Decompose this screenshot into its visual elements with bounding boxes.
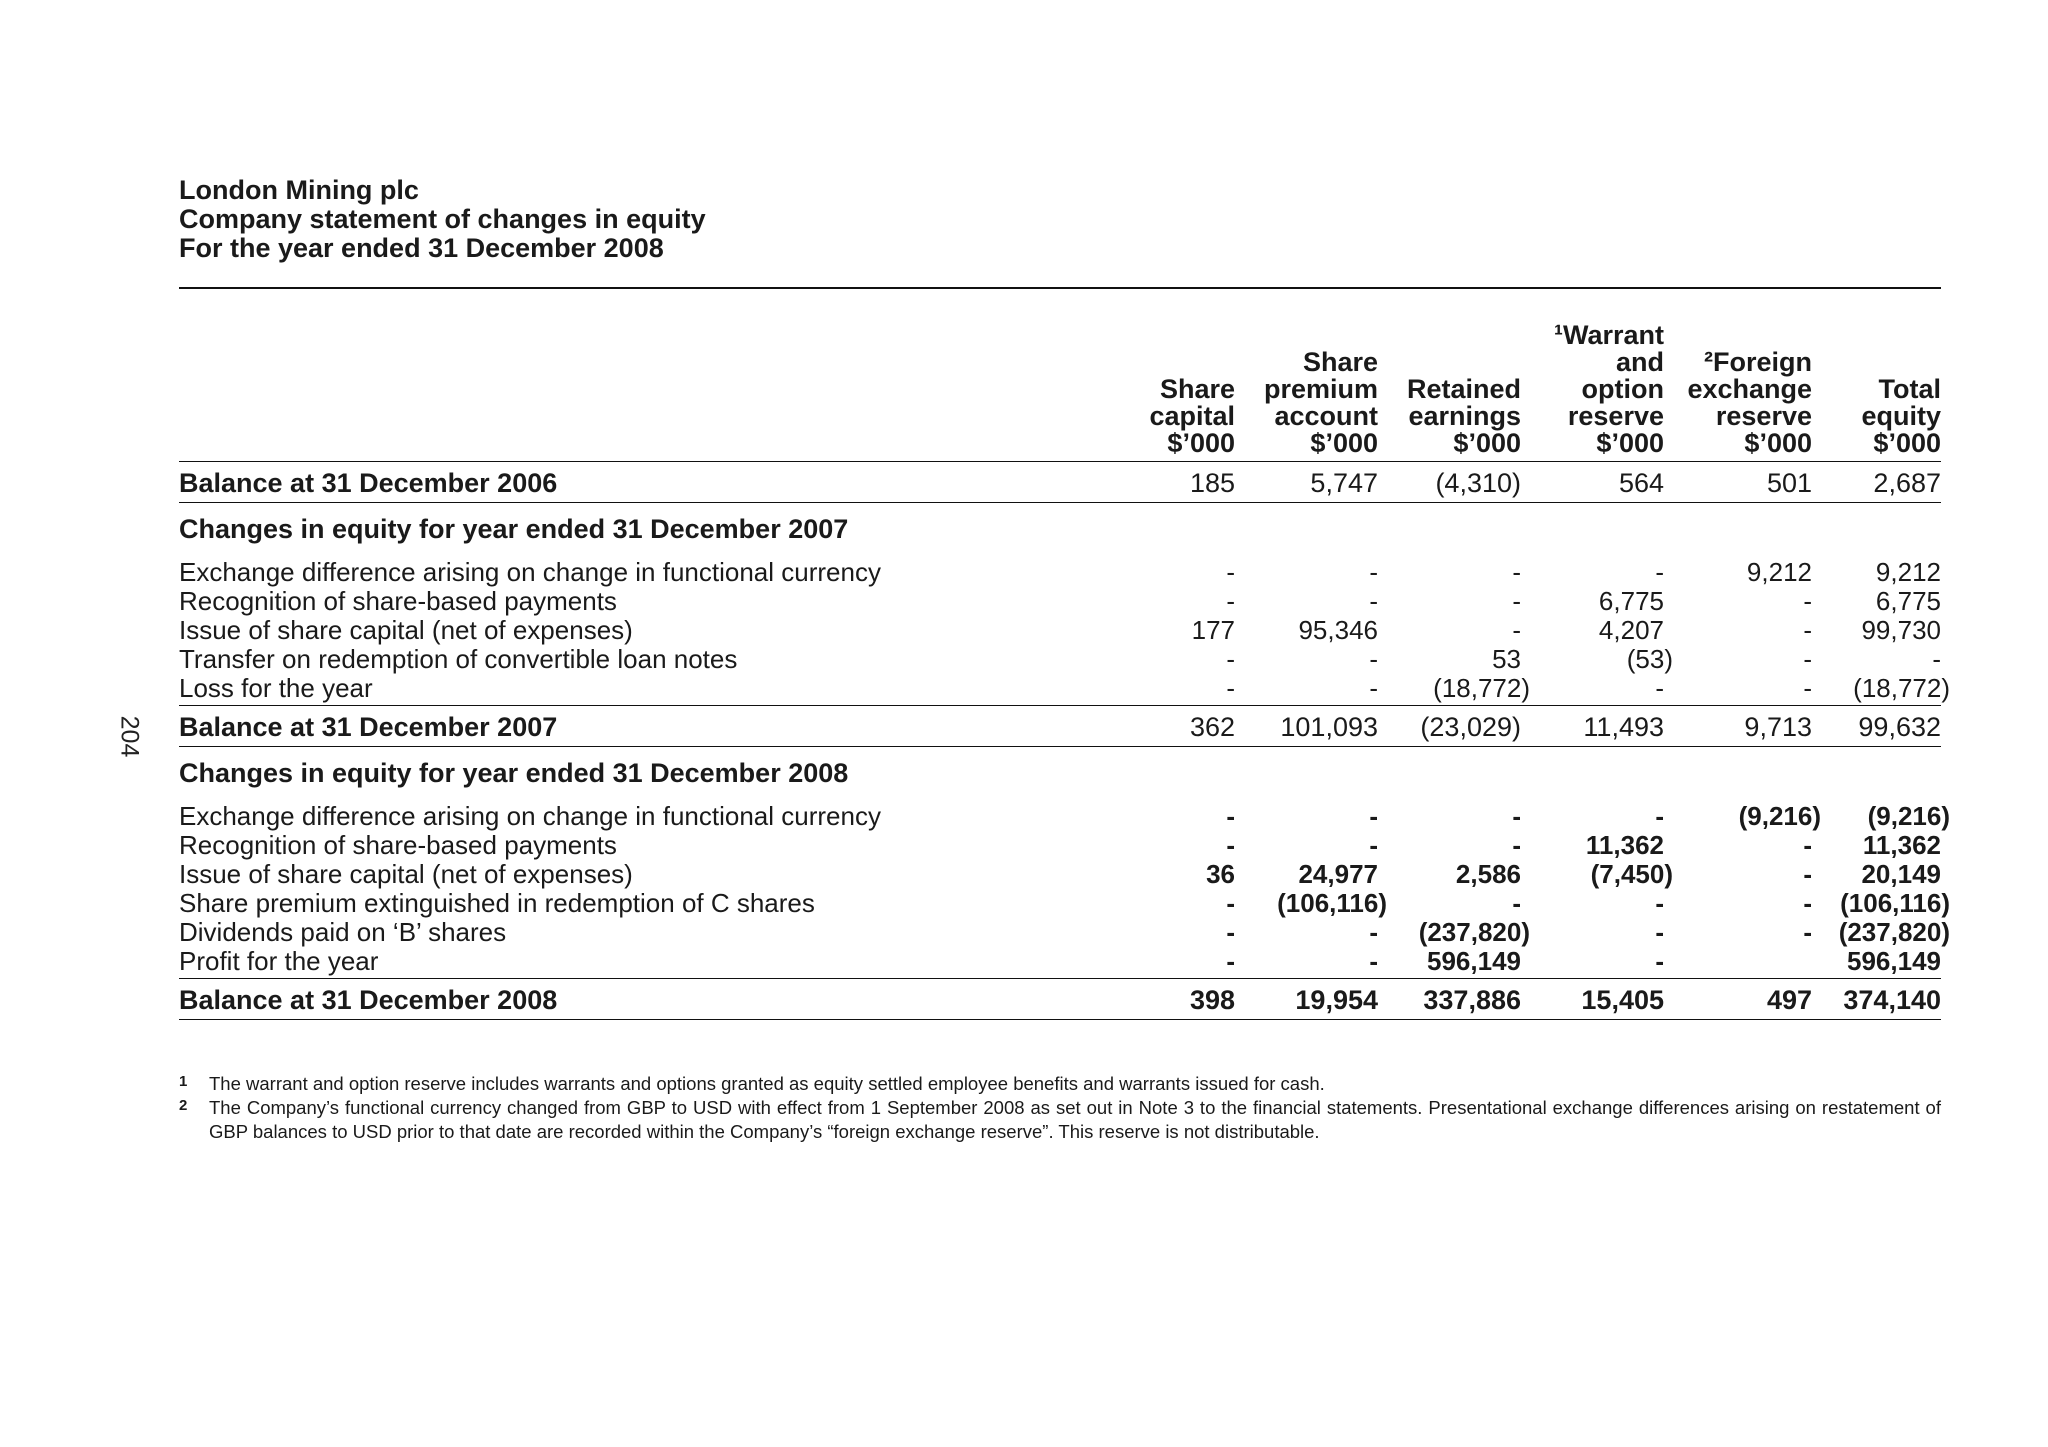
column-header-line: Share bbox=[1159, 374, 1235, 404]
table-cell: (106,116) bbox=[1840, 888, 1950, 918]
column-header-line: reserve bbox=[1715, 401, 1812, 431]
column-header-row bbox=[179, 322, 1941, 462]
column-header-foreign-exchange-reserve bbox=[1664, 322, 1812, 462]
row-label: Issue of share capital (net of expenses) bbox=[179, 615, 633, 645]
table-cell: - bbox=[1803, 917, 1812, 947]
column-header-line: equity bbox=[1861, 401, 1941, 431]
table-cell: 6,775 bbox=[1598, 586, 1664, 616]
table-cell: - bbox=[1512, 557, 1521, 587]
table-row bbox=[179, 860, 1941, 889]
table-cell: - bbox=[1655, 888, 1664, 918]
table-cell: 11,493 bbox=[1521, 706, 1664, 747]
row-label: Balance at 31 December 2007 bbox=[179, 706, 1111, 747]
table-cell: - bbox=[1521, 947, 1664, 979]
table-cell bbox=[1664, 947, 1812, 979]
statement-period: For the year ended 31 December 2008 bbox=[179, 233, 664, 263]
table-row bbox=[179, 802, 1941, 831]
column-header-line: capital bbox=[1149, 401, 1235, 431]
table-cell-wrap bbox=[1812, 917, 1950, 947]
table-cell: - bbox=[1369, 801, 1378, 831]
table-cell: - bbox=[1369, 830, 1378, 860]
table-cell: - bbox=[1512, 830, 1521, 860]
column-header-line: $’000 bbox=[1873, 428, 1941, 458]
column-header-line: exchange bbox=[1687, 374, 1812, 404]
footnote-marker: 2 bbox=[179, 1097, 188, 1114]
table-cell: - bbox=[1111, 947, 1235, 979]
footnote-text: The warrant and option reserve includes warrants and options granted as equity settled employee benefits and warrants issued for cash. bbox=[209, 1073, 1325, 1094]
table-cell: 99,632 bbox=[1812, 706, 1941, 747]
balance-row-2008 bbox=[179, 979, 1941, 1020]
table-cell: - bbox=[1803, 615, 1812, 645]
section-heading-row-2007 bbox=[179, 503, 1941, 559]
table-cell: - bbox=[1655, 917, 1664, 947]
header-divider bbox=[179, 287, 1941, 289]
table-cell: 2,687 bbox=[1812, 462, 1941, 503]
table-cell: - bbox=[1932, 644, 1941, 674]
table-cell-wrap bbox=[1521, 644, 1673, 674]
table-cell: - bbox=[1655, 557, 1664, 587]
row-label: Recognition of share-based payments bbox=[179, 586, 617, 616]
table-cell: - bbox=[1226, 917, 1235, 947]
table-cell: 24,977 bbox=[1298, 859, 1378, 889]
table-row bbox=[179, 674, 1941, 706]
table-cell: 53 bbox=[1492, 644, 1521, 674]
table-cell-wrap bbox=[1378, 917, 1530, 947]
table-cell: (18,772) bbox=[1853, 673, 1950, 703]
section-heading-row-2008 bbox=[179, 747, 1941, 803]
table-cell: - bbox=[1803, 586, 1812, 616]
column-header-total-equity bbox=[1812, 322, 1941, 462]
row-label: Profit for the year bbox=[179, 947, 1111, 979]
table-cell: 11,362 bbox=[1585, 830, 1664, 860]
table-cell: (53) bbox=[1626, 644, 1673, 674]
table-cell: - bbox=[1111, 674, 1235, 706]
table-cell: 4,207 bbox=[1598, 615, 1664, 645]
table-cell: (9,216) bbox=[1867, 801, 1950, 831]
table-cell: - bbox=[1226, 888, 1235, 918]
table-cell: (237,820) bbox=[1418, 917, 1530, 947]
table-cell: 36 bbox=[1206, 859, 1235, 889]
table-cell: 20,149 bbox=[1861, 859, 1941, 889]
table-cell: - bbox=[1512, 888, 1521, 918]
company-name: London Mining plc bbox=[179, 175, 419, 205]
table-cell: 9,212 bbox=[1875, 557, 1941, 587]
statement-header bbox=[179, 176, 706, 263]
column-header-line: option bbox=[1581, 374, 1664, 404]
balance-row-2006 bbox=[179, 462, 1941, 503]
table-cell: (237,820) bbox=[1838, 917, 1950, 947]
table-cell: 9,713 bbox=[1664, 706, 1812, 747]
footnotes bbox=[179, 1072, 1941, 1144]
table-cell: 9,212 bbox=[1746, 557, 1812, 587]
column-header-line: Retained bbox=[1406, 374, 1521, 404]
row-label: Balance at 31 December 2006 bbox=[179, 462, 1111, 503]
table-cell: - bbox=[1803, 888, 1812, 918]
column-header-line: $’000 bbox=[1453, 428, 1521, 458]
column-header-line: $’000 bbox=[1596, 428, 1664, 458]
row-label: Exchange difference arising on change in functional currency bbox=[179, 557, 881, 587]
table-cell: 362 bbox=[1111, 706, 1235, 747]
table-cell: - bbox=[1803, 859, 1812, 889]
column-header-line: reserve bbox=[1567, 401, 1664, 431]
row-label: Exchange difference arising on change in functional currency bbox=[179, 801, 881, 831]
table-cell: 564 bbox=[1521, 462, 1664, 503]
table-cell: - bbox=[1512, 615, 1521, 645]
column-header-share-capital bbox=[1111, 322, 1235, 462]
column-header-line: $’000 bbox=[1744, 428, 1812, 458]
table-row bbox=[179, 558, 1941, 587]
table-row bbox=[179, 645, 1941, 674]
table-cell: (9,216) bbox=[1738, 801, 1821, 831]
column-header-line: and bbox=[1615, 347, 1664, 377]
column-header-line: ²Foreign bbox=[1704, 347, 1812, 377]
page-number: 204 bbox=[115, 715, 144, 758]
table-cell: - bbox=[1226, 801, 1235, 831]
table-cell: - bbox=[1369, 644, 1378, 674]
column-header-line: $’000 bbox=[1167, 428, 1235, 458]
table-cell: - bbox=[1235, 947, 1378, 979]
table-cell: - bbox=[1369, 586, 1378, 616]
table-row bbox=[179, 616, 1941, 645]
table-cell: 398 bbox=[1111, 979, 1235, 1020]
table-cell: - bbox=[1226, 644, 1235, 674]
table-cell-wrap bbox=[1812, 801, 1950, 831]
row-label: Recognition of share-based payments bbox=[179, 830, 617, 860]
footnote bbox=[179, 1096, 1941, 1144]
table-cell: - bbox=[1369, 917, 1378, 947]
statement-title: Company statement of changes in equity bbox=[179, 204, 706, 234]
footnote-text: The Company’s functional currency changed from GBP to USD with effect from 1 September 2008 as set out in Note 3 to the financial statements. Presentational exchange differences arising on restatement of GBP balances to USD prior to that date are recorded within the Company’s “foreign exchange reserve”. This reserve is not distributable. bbox=[209, 1097, 1941, 1142]
footnote-marker: 1 bbox=[179, 1073, 188, 1090]
equity-table bbox=[179, 320, 1950, 1020]
table-cell: (106,116) bbox=[1277, 888, 1387, 918]
row-label: Loss for the year bbox=[179, 674, 1111, 706]
table-row bbox=[179, 831, 1941, 860]
table-cell: - bbox=[1655, 801, 1664, 831]
table-cell: - bbox=[1226, 586, 1235, 616]
table-cell: (18,772) bbox=[1433, 673, 1530, 703]
table-cell: - bbox=[1226, 830, 1235, 860]
table-cell: 374,140 bbox=[1812, 979, 1941, 1020]
table-cell-wrap bbox=[1664, 801, 1821, 831]
row-label: Transfer on redemption of convertible loan notes bbox=[179, 644, 738, 674]
table-cell: 11,362 bbox=[1862, 830, 1941, 860]
column-header-warrant-option-reserve bbox=[1521, 322, 1664, 462]
table-cell: 19,954 bbox=[1235, 979, 1378, 1020]
table-cell-wrap bbox=[1812, 888, 1950, 918]
table-cell: 596,149 bbox=[1812, 947, 1941, 979]
row-label: Issue of share capital (net of expenses) bbox=[179, 859, 633, 889]
table-cell: 6,775 bbox=[1875, 586, 1941, 616]
table-cell: 15,405 bbox=[1521, 979, 1664, 1020]
table-cell: 2,586 bbox=[1455, 859, 1521, 889]
column-header-line: Share bbox=[1302, 347, 1378, 377]
section-heading: Changes in equity for year ended 31 December 2007 bbox=[179, 514, 849, 544]
section-heading: Changes in equity for year ended 31 December 2008 bbox=[179, 758, 849, 788]
table-cell: 177 bbox=[1191, 615, 1235, 645]
label-column-header bbox=[179, 322, 1111, 462]
column-header-share-premium bbox=[1235, 322, 1378, 462]
table-row bbox=[179, 587, 1941, 616]
table-cell: 5,747 bbox=[1235, 462, 1378, 503]
row-label: Dividends paid on ‘B’ shares bbox=[179, 917, 507, 947]
table-cell: - bbox=[1369, 557, 1378, 587]
table-cell: - bbox=[1664, 674, 1812, 706]
column-header-line: Total bbox=[1878, 374, 1941, 404]
table-cell: 101,093 bbox=[1235, 706, 1378, 747]
table-cell: - bbox=[1226, 557, 1235, 587]
table-cell-wrap bbox=[1378, 673, 1530, 706]
table-cell: (7,450) bbox=[1590, 859, 1673, 889]
column-header-line: premium bbox=[1263, 374, 1378, 404]
table-cell: 185 bbox=[1111, 462, 1235, 503]
balance-row-2007 bbox=[179, 706, 1941, 747]
table-row bbox=[179, 918, 1941, 947]
row-label: Balance at 31 December 2008 bbox=[179, 979, 1111, 1020]
table-row bbox=[179, 947, 1941, 979]
table-cell: 337,886 bbox=[1378, 979, 1521, 1020]
column-header-retained-earnings bbox=[1378, 322, 1521, 462]
table-cell: - bbox=[1521, 674, 1664, 706]
table-cell: - bbox=[1803, 644, 1812, 674]
equity-table-container bbox=[179, 320, 1950, 1020]
footnote bbox=[179, 1072, 1941, 1096]
table-cell: 596,149 bbox=[1378, 947, 1521, 979]
table-row bbox=[179, 889, 1941, 918]
table-cell: 95,346 bbox=[1298, 615, 1378, 645]
table-cell-wrap bbox=[1812, 673, 1950, 706]
table-cell-wrap bbox=[1521, 859, 1673, 889]
table-cell: (23,029) bbox=[1378, 706, 1521, 747]
table-cell: 497 bbox=[1664, 979, 1812, 1020]
table-cell: - bbox=[1235, 674, 1378, 706]
column-header-line: account bbox=[1274, 401, 1378, 431]
column-header-line: earnings bbox=[1408, 401, 1521, 431]
table-cell: - bbox=[1512, 586, 1521, 616]
row-label: Share premium extinguished in redemption of C shares bbox=[179, 888, 815, 918]
column-header-line: ¹Warrant bbox=[1553, 320, 1664, 350]
column-header-line: $’000 bbox=[1310, 428, 1378, 458]
table-cell: - bbox=[1803, 830, 1812, 860]
table-cell: - bbox=[1512, 801, 1521, 831]
table-cell: 99,730 bbox=[1861, 615, 1941, 645]
table-cell: 501 bbox=[1664, 462, 1812, 503]
table-cell-wrap bbox=[1235, 888, 1387, 918]
table-cell: (4,310) bbox=[1378, 462, 1521, 503]
